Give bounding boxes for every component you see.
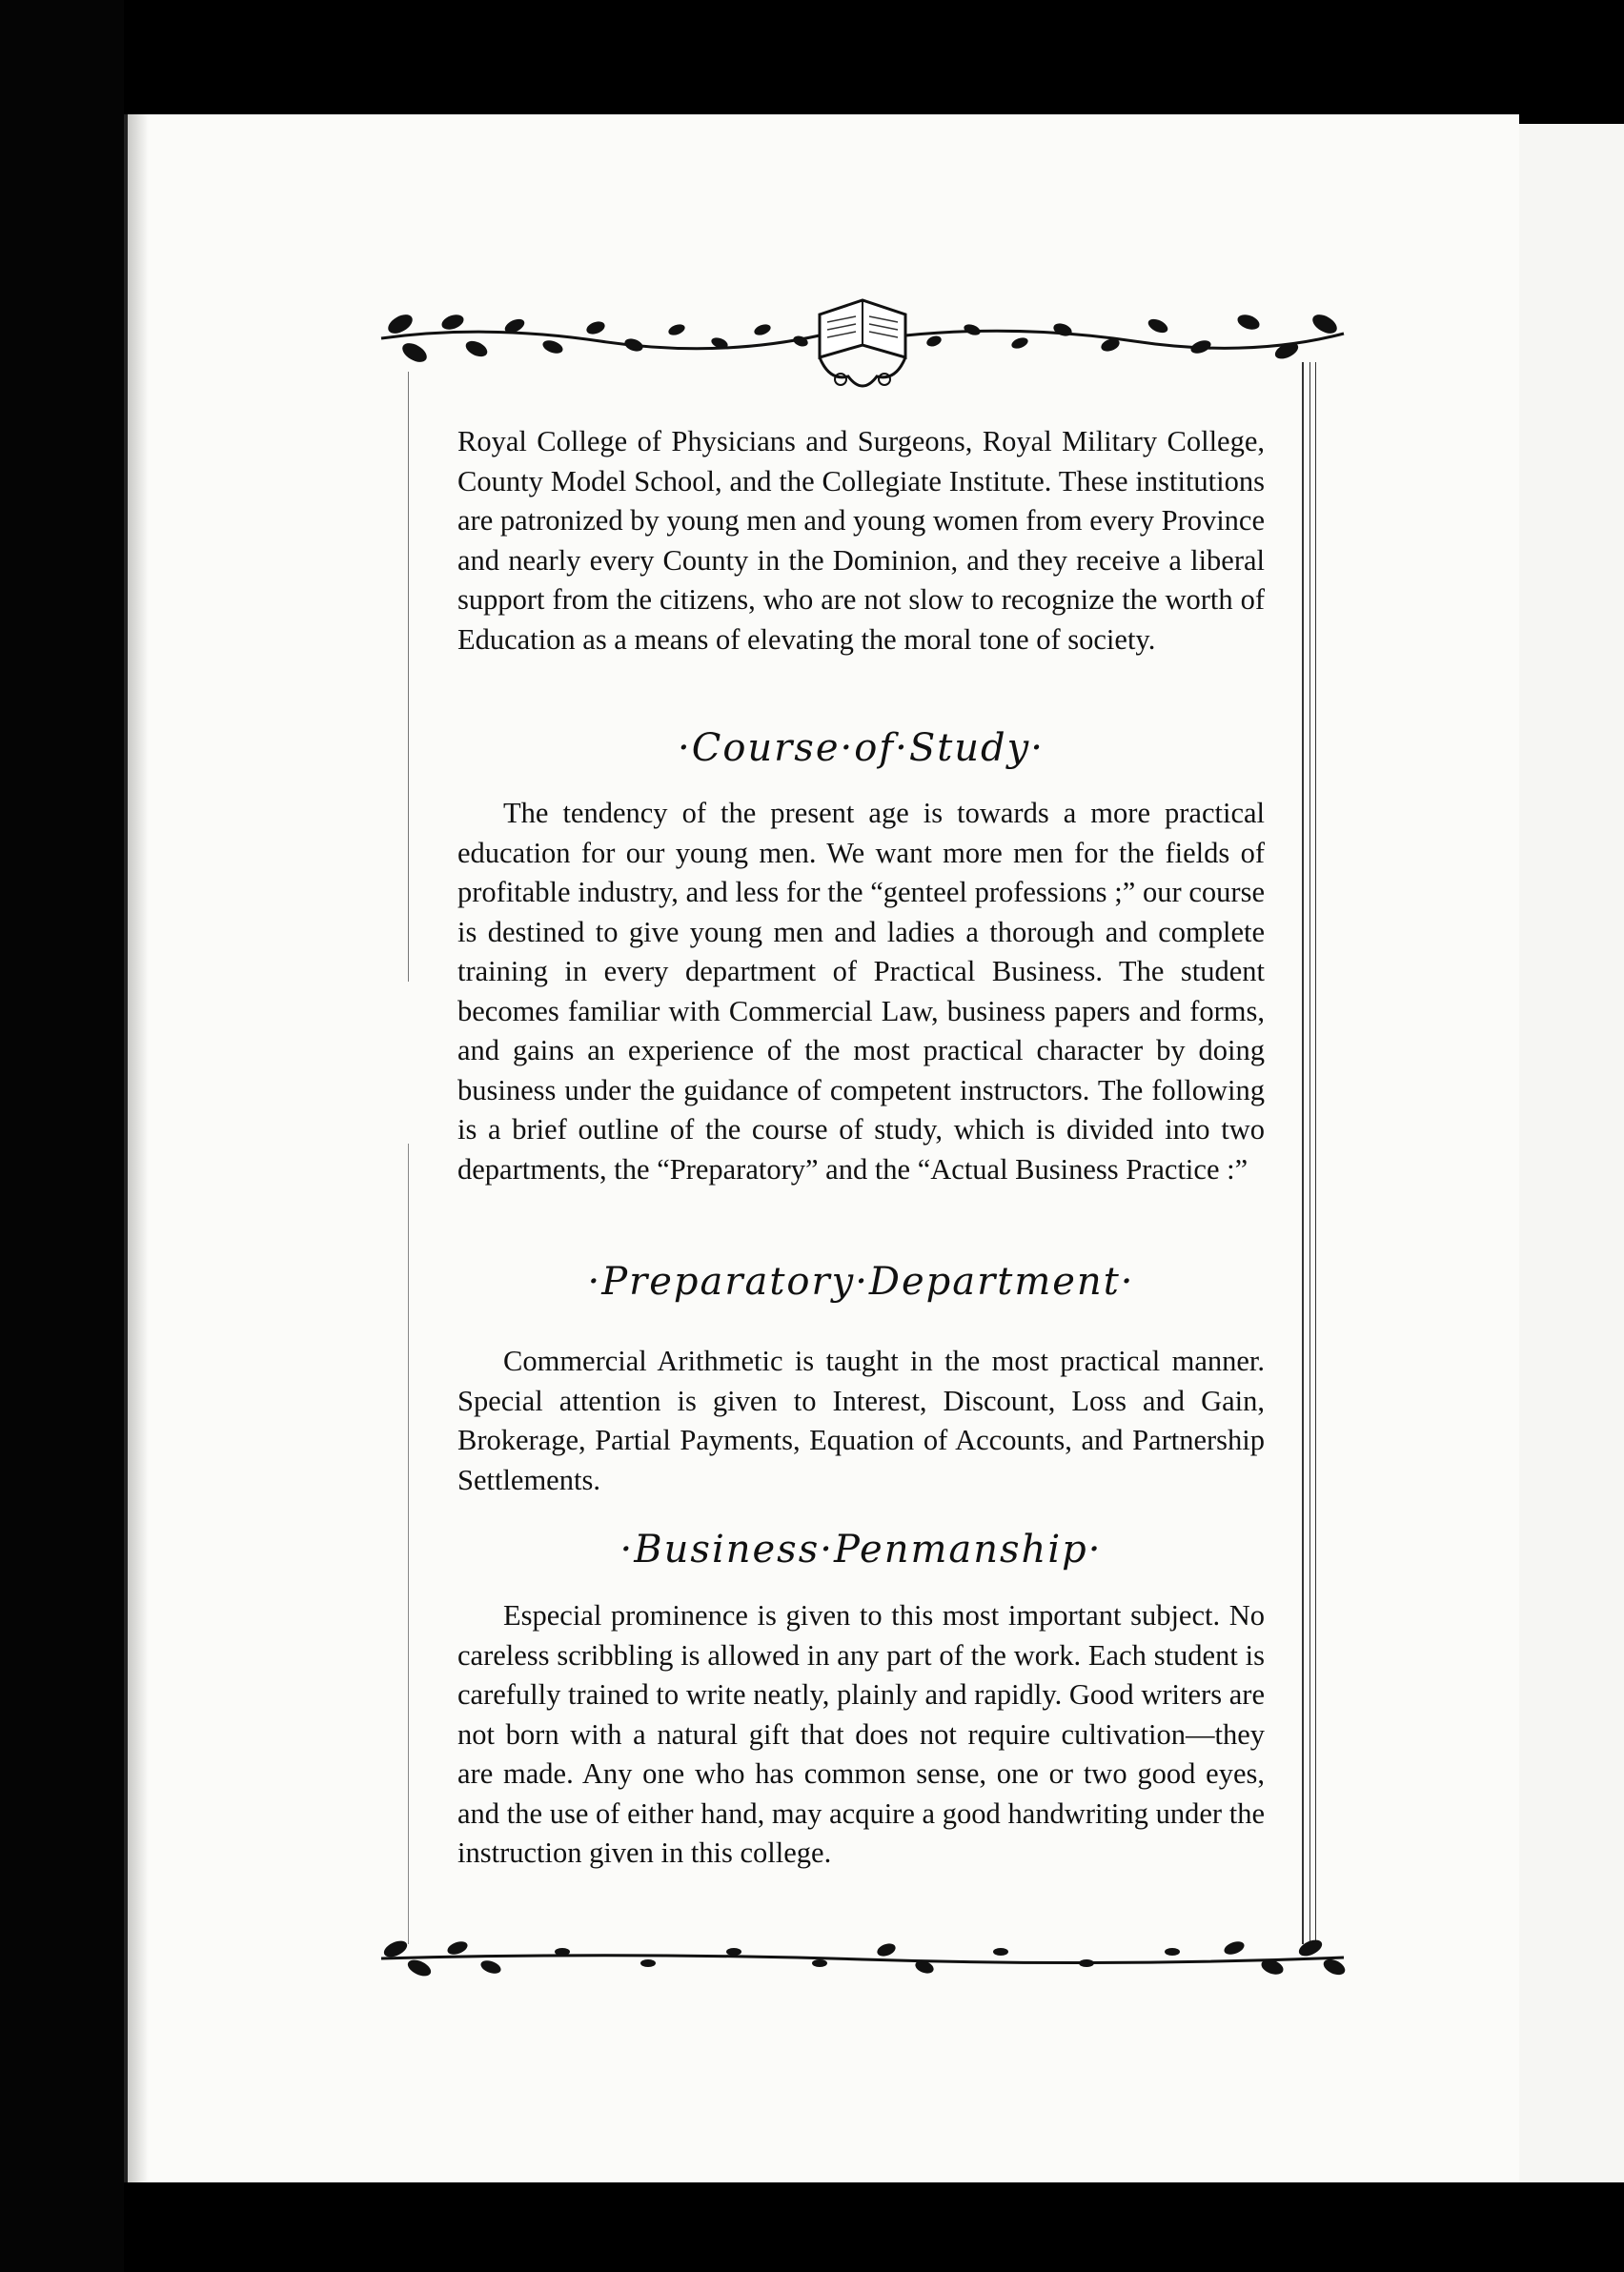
frame-left-rule (408, 372, 409, 982)
preparatory-paragraph-text: Commercial Arithmetic is taught in the most practical manner. Special attention is given to Interest, Discount, Loss and Gain, Brokerage, Partial Payments, Equation of Accounts, and Partnership Settlements. (457, 1345, 1265, 1496)
penmanship-paragraph-text: Especial prominence is given to this most important subject. No careless scribbling is allowed in any part of the work. Each student is carefully trained to write neatly, plainly and rapidly. Good writers are not born with a natural gift that does not require cultivation—they are made. Any one who has common sense, one or two good eyes, and the use of either hand, may acquire a good handwriting under the instruction given in this college. (457, 1599, 1265, 1869)
course-paragraph-text: The tendency of the present age is towards a more practical education for our young men. We want more men for the fields of profitable industry, and less for the “genteel professions ;” our course is destined to give young men and ladies a thorough and complete training in every department of Practical Business. The student becomes familiar with Commercial Law, business papers and forms, and gains an experience of the most practical character by doing business under the guidance of competent instructors. The following is a brief outline of the course of study, which is divided into two departments, the “Preparatory” and the “Actual Business Practice :” (457, 797, 1265, 1186)
heading-preparatory-department: ·Preparatory·Department· (587, 1260, 1135, 1304)
intro-paragraph-text: Royal College of Physicians and Surgeons, Royal Military College, County Model School, and the Collegiate Institute. These institutions are patronized by young men and young women from every Province and nearly every County in the Dominion, and they receive a liberal support from the citizens, who are not slow to recognize the worth of Education as a means of elevating the moral tone of society. (457, 425, 1265, 656)
adjacent-page-edge (1513, 124, 1624, 2182)
page-binding-shadow (128, 114, 149, 2182)
frame-left-rule-lower (408, 1144, 409, 1944)
penmanship-paragraph (457, 1596, 1265, 1874)
top-vine-ornament (372, 286, 1353, 410)
preparatory-paragraph (457, 1342, 1265, 1500)
heading-course-of-study: ·Course·of·Study· (678, 726, 1045, 770)
bottom-vine-ornament (372, 1935, 1353, 1982)
heading-business-penmanship: ·Business·Penmanship· (619, 1528, 1103, 1572)
frame-right-rule-3 (1315, 362, 1316, 1944)
frame-right-rule-1 (1302, 362, 1304, 1944)
intro-paragraph (457, 422, 1265, 659)
open-book-icon (820, 300, 905, 386)
frame-right-rule-2 (1309, 362, 1310, 1944)
scan-background-left (0, 0, 124, 2272)
course-paragraph (457, 794, 1265, 1189)
